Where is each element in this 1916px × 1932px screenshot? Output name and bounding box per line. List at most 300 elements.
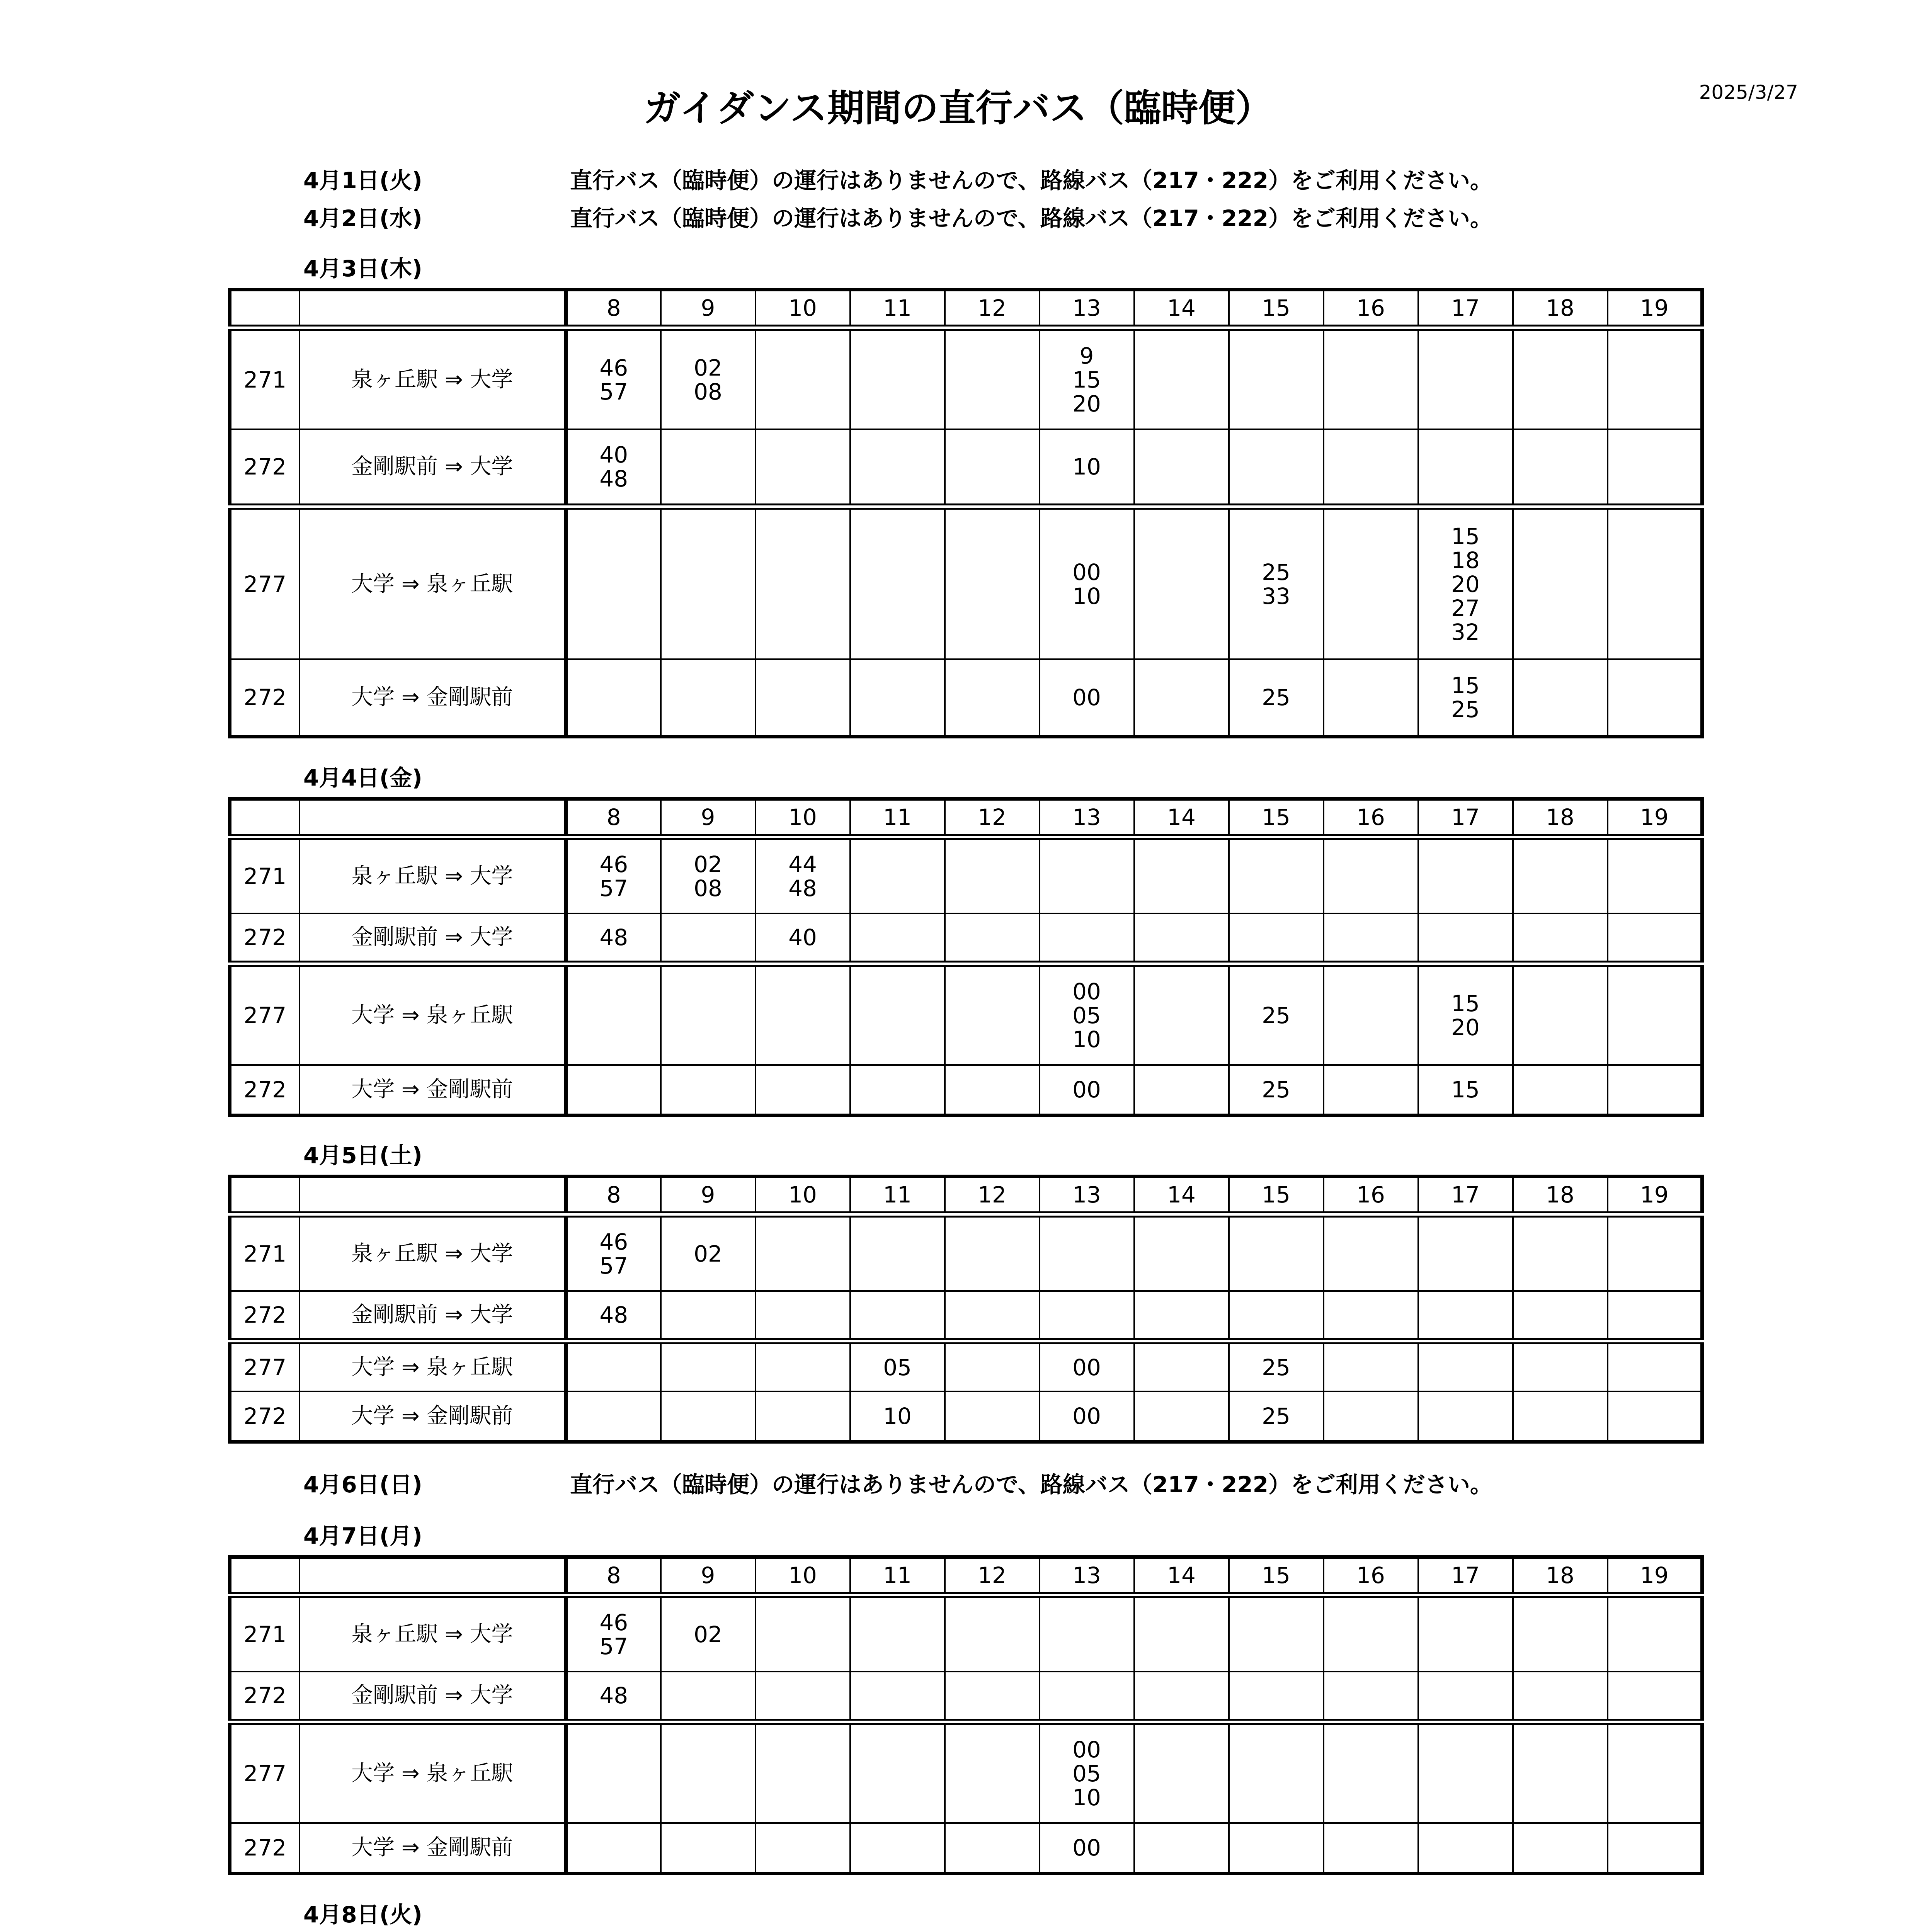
bus-number: 272	[230, 659, 299, 736]
hour-header: 8	[566, 799, 661, 837]
departure-times	[1040, 1391, 1134, 1442]
departure-times	[945, 1341, 1040, 1391]
departure-minutes: 02 08	[694, 354, 722, 405]
departure-times	[1040, 1722, 1134, 1823]
departure-times	[850, 659, 945, 736]
hour-header: 10	[756, 1177, 850, 1215]
departure-times	[1608, 1595, 1702, 1672]
departure-times	[1513, 913, 1608, 964]
hour-header: 18	[1513, 799, 1608, 837]
departure-minutes: 00	[1072, 1354, 1101, 1381]
departure-minutes: 25	[1262, 1002, 1290, 1029]
departure-times	[566, 659, 661, 736]
route-name: 大学 ⇒ 金剛駅前	[299, 1391, 566, 1442]
departure-times	[1229, 1672, 1324, 1722]
route-name: 大学 ⇒ 泉ヶ丘駅	[299, 1722, 566, 1823]
hour-header: 12	[945, 799, 1040, 837]
day-label: 4月3日(木)	[303, 255, 422, 282]
header-blank	[230, 1177, 299, 1215]
departure-times	[756, 1823, 850, 1873]
bus-number: 272	[230, 913, 299, 964]
departure-times	[756, 1291, 850, 1341]
hour-header: 8	[566, 1557, 661, 1595]
departure-times	[566, 1391, 661, 1442]
hour-header: 11	[850, 1557, 945, 1595]
departure-times	[661, 964, 756, 1065]
departure-times	[756, 1341, 850, 1391]
route-name: 大学 ⇒ 泉ヶ丘駅	[299, 507, 566, 659]
departure-times	[566, 1291, 661, 1341]
departure-times	[850, 1595, 945, 1672]
departure-times	[661, 1291, 756, 1341]
departure-times	[945, 1214, 1040, 1291]
hour-header: 16	[1324, 1177, 1418, 1215]
departure-times	[661, 1341, 756, 1391]
hour-header-row	[230, 1557, 1702, 1595]
departure-times	[850, 1214, 945, 1291]
departure-times	[1324, 913, 1418, 964]
departure-times	[1324, 507, 1418, 659]
table-row	[230, 1291, 1702, 1341]
hour-header: 17	[1418, 799, 1513, 837]
departure-minutes: 46 57	[599, 1229, 628, 1279]
note-date: 4月1日(火)	[303, 167, 422, 194]
hour-header: 9	[661, 1177, 756, 1215]
departure-times	[850, 429, 945, 507]
departure-times	[1324, 429, 1418, 507]
hour-header: 9	[661, 1557, 756, 1595]
departure-times	[1040, 659, 1134, 736]
departure-times	[945, 837, 1040, 913]
table-row	[230, 1391, 1702, 1442]
departure-times	[1513, 1341, 1608, 1391]
departure-minutes: 02	[694, 1241, 722, 1267]
departure-times	[566, 1341, 661, 1391]
table-row	[230, 507, 1702, 659]
departure-times	[756, 507, 850, 659]
departure-times	[1134, 1291, 1229, 1341]
departure-times	[566, 964, 661, 1065]
departure-times	[1134, 1214, 1229, 1291]
note-date: 4月2日(水)	[303, 205, 422, 231]
departure-times	[1134, 1672, 1229, 1722]
departure-times	[1513, 1065, 1608, 1115]
departure-times	[1324, 837, 1418, 913]
departure-times	[756, 1722, 850, 1823]
departure-times	[1608, 1341, 1702, 1391]
departure-times	[756, 1065, 850, 1115]
departure-times	[1418, 429, 1513, 507]
departure-times	[945, 1722, 1040, 1823]
hour-header: 19	[1608, 1557, 1702, 1595]
hour-header: 17	[1418, 1557, 1513, 1595]
header-blank	[299, 290, 566, 328]
departure-times	[756, 964, 850, 1065]
departure-times	[945, 913, 1040, 964]
bus-number: 277	[230, 1722, 299, 1823]
route-name: 金剛駅前 ⇒ 大学	[299, 429, 566, 507]
departure-times	[1324, 1065, 1418, 1115]
departure-times	[661, 1823, 756, 1873]
day-label: 4月5日(土)	[303, 1142, 422, 1168]
departure-times	[1418, 1291, 1513, 1341]
departure-times	[850, 507, 945, 659]
departure-minutes: 02 08	[694, 851, 722, 901]
departure-times	[661, 1595, 756, 1672]
departure-times	[945, 964, 1040, 1065]
hour-header: 14	[1134, 1177, 1229, 1215]
bus-number: 272	[230, 1823, 299, 1873]
departure-times	[1134, 659, 1229, 736]
header-blank	[299, 1177, 566, 1215]
departure-times	[1324, 1391, 1418, 1442]
hour-header: 14	[1134, 290, 1229, 328]
departure-times	[1324, 1291, 1418, 1341]
departure-times	[1229, 429, 1324, 507]
departure-minutes: 00	[1072, 1834, 1101, 1861]
route-name: 大学 ⇒ 泉ヶ丘駅	[299, 964, 566, 1065]
departure-times	[945, 429, 1040, 507]
hour-header: 19	[1608, 799, 1702, 837]
departure-times	[1229, 964, 1324, 1065]
departure-minutes: 10	[883, 1403, 912, 1429]
departure-minutes: 00	[1072, 684, 1101, 711]
departure-times	[1229, 328, 1324, 429]
bus-number: 272	[230, 1065, 299, 1115]
departure-times	[1324, 1595, 1418, 1672]
table-row	[230, 1214, 1702, 1291]
hour-header: 19	[1608, 290, 1702, 328]
route-name: 金剛駅前 ⇒ 大学	[299, 1672, 566, 1722]
departure-times	[1418, 1341, 1513, 1391]
departure-minutes: 46 57	[599, 354, 628, 405]
table-row	[230, 964, 1702, 1065]
hour-header-row	[230, 1177, 1702, 1215]
departure-times	[1229, 1595, 1324, 1672]
departure-minutes: 9 15 20	[1072, 342, 1101, 417]
hour-header: 10	[756, 799, 850, 837]
day-label: 4月7日(月)	[303, 1523, 422, 1549]
departure-times	[1324, 328, 1418, 429]
note-message: 直行バス（臨時便）の運行はありませんので、路線バス（217・222）をご利用ください。	[570, 205, 1492, 231]
departure-times	[1608, 913, 1702, 964]
departure-times	[1040, 328, 1134, 429]
table-row	[230, 1722, 1702, 1823]
departure-minutes: 25	[1262, 1403, 1290, 1429]
departure-times	[1513, 1214, 1608, 1291]
table-row	[230, 1065, 1702, 1115]
departure-times	[1229, 507, 1324, 659]
departure-times	[850, 913, 945, 964]
departure-times	[1229, 1341, 1324, 1391]
header-blank	[299, 1557, 566, 1595]
departure-times	[1608, 328, 1702, 429]
departure-times	[1513, 659, 1608, 736]
departure-times	[945, 328, 1040, 429]
departure-times	[1608, 1065, 1702, 1115]
hour-header: 11	[850, 290, 945, 328]
departure-minutes: 25	[1262, 684, 1290, 711]
departure-times	[850, 837, 945, 913]
table-row	[230, 328, 1702, 429]
departure-times	[1324, 1341, 1418, 1391]
departure-times	[756, 1214, 850, 1291]
hour-header: 18	[1513, 290, 1608, 328]
hour-header: 19	[1608, 1177, 1702, 1215]
hour-header-row	[230, 290, 1702, 328]
route-name: 泉ヶ丘駅 ⇒ 大学	[299, 1595, 566, 1672]
departure-times	[756, 1595, 850, 1672]
hour-header: 16	[1324, 799, 1418, 837]
departure-times	[1418, 1065, 1513, 1115]
note-date: 4月6日(日)	[303, 1471, 422, 1498]
bus-number: 271	[230, 837, 299, 913]
header-blank	[230, 799, 299, 837]
route-name: 泉ヶ丘駅 ⇒ 大学	[299, 1214, 566, 1291]
table-row	[230, 1341, 1702, 1391]
header-blank	[230, 1557, 299, 1595]
bus-number: 272	[230, 1291, 299, 1341]
departure-times	[1134, 1722, 1229, 1823]
departure-times	[1418, 1391, 1513, 1442]
departure-times	[566, 1672, 661, 1722]
departure-minutes: 44 48	[788, 851, 817, 901]
route-name: 泉ヶ丘駅 ⇒ 大学	[299, 328, 566, 429]
route-name: 金剛駅前 ⇒ 大学	[299, 1291, 566, 1341]
departure-times	[1608, 1722, 1702, 1823]
departure-times	[566, 837, 661, 913]
departure-times	[945, 1595, 1040, 1672]
departure-times	[566, 1595, 661, 1672]
departure-times	[945, 1065, 1040, 1115]
departure-times	[1134, 964, 1229, 1065]
departure-times	[661, 1391, 756, 1442]
departure-times	[1608, 1672, 1702, 1722]
departure-times	[1134, 913, 1229, 964]
departure-minutes: 15	[1451, 1076, 1480, 1103]
no-service-note	[303, 200, 1492, 233]
departure-minutes: 10	[1072, 454, 1101, 480]
departure-times	[1134, 1065, 1229, 1115]
departure-minutes: 48	[599, 924, 628, 951]
departure-times	[1608, 429, 1702, 507]
departure-times	[850, 1065, 945, 1115]
hour-header: 9	[661, 290, 756, 328]
departure-times	[756, 837, 850, 913]
hour-header: 18	[1513, 1557, 1608, 1595]
departure-times	[661, 659, 756, 736]
departure-times	[945, 1391, 1040, 1442]
departure-times	[1418, 1214, 1513, 1291]
bus-number: 272	[230, 1391, 299, 1442]
departure-times	[1608, 1391, 1702, 1442]
departure-times	[1324, 1722, 1418, 1823]
departure-minutes: 15 18 20 27 32	[1451, 523, 1480, 645]
departure-times	[566, 429, 661, 507]
departure-times	[661, 913, 756, 964]
departure-times	[1418, 328, 1513, 429]
timetable	[228, 1555, 1704, 1875]
departure-times	[1418, 507, 1513, 659]
note-message: 直行バス（臨時便）の運行はありませんので、路線バス（217・222）をご利用ください。	[570, 167, 1492, 194]
departure-times	[1418, 1722, 1513, 1823]
page-title: ガイダンス期間の直行バス（臨時便）	[643, 87, 1273, 130]
hour-header: 11	[850, 799, 945, 837]
departure-times	[850, 1722, 945, 1823]
departure-times	[850, 964, 945, 1065]
hour-header: 13	[1040, 1177, 1134, 1215]
departure-minutes: 00 10	[1072, 559, 1101, 609]
departure-times	[1134, 1341, 1229, 1391]
departure-times	[1418, 1672, 1513, 1722]
departure-times	[566, 1823, 661, 1873]
no-service-note	[303, 1466, 1492, 1499]
departure-times	[1608, 837, 1702, 913]
departure-minutes: 02	[694, 1621, 722, 1648]
departure-times	[1134, 1595, 1229, 1672]
departure-times	[850, 1823, 945, 1873]
departure-times	[1324, 1214, 1418, 1291]
departure-times	[850, 1291, 945, 1341]
hour-header: 16	[1324, 290, 1418, 328]
departure-times	[1040, 913, 1134, 964]
departure-times	[1229, 1823, 1324, 1873]
hour-header: 14	[1134, 799, 1229, 837]
note-message: 直行バス（臨時便）の運行はありませんので、路線バス（217・222）をご利用ください。	[570, 1471, 1492, 1498]
bus-number: 271	[230, 1595, 299, 1672]
timetable	[228, 797, 1704, 1117]
departure-times	[1134, 1823, 1229, 1873]
departure-minutes: 00 05 10	[1072, 978, 1101, 1053]
departure-times	[1418, 1595, 1513, 1672]
departure-times	[945, 1672, 1040, 1722]
departure-times	[945, 1291, 1040, 1341]
departure-times	[1513, 964, 1608, 1065]
departure-times	[1229, 659, 1324, 736]
departure-times	[1324, 964, 1418, 1065]
departure-times	[1229, 837, 1324, 913]
departure-minutes: 00 05 10	[1072, 1736, 1101, 1811]
header-blank	[230, 290, 299, 328]
departure-times	[1513, 1672, 1608, 1722]
departure-times	[1513, 1722, 1608, 1823]
departure-times	[1513, 507, 1608, 659]
route-name: 大学 ⇒ 金剛駅前	[299, 1823, 566, 1873]
day-label: 4月8日(火)	[303, 1901, 422, 1928]
departure-times	[756, 1391, 850, 1442]
departure-times	[850, 1391, 945, 1442]
hour-header: 13	[1040, 799, 1134, 837]
header-blank	[299, 799, 566, 837]
departure-times	[1134, 507, 1229, 659]
hour-header: 18	[1513, 1177, 1608, 1215]
departure-minutes: 46 57	[599, 851, 628, 901]
departure-times	[1040, 1672, 1134, 1722]
departure-times	[945, 1823, 1040, 1873]
departure-times	[1040, 429, 1134, 507]
hour-header: 12	[945, 1557, 1040, 1595]
departure-minutes: 25 33	[1262, 559, 1290, 609]
departure-minutes: 40 48	[599, 442, 628, 492]
departure-times	[1324, 1672, 1418, 1722]
departure-times	[1229, 1391, 1324, 1442]
departure-times	[566, 913, 661, 964]
departure-times	[1134, 328, 1229, 429]
departure-times	[1040, 964, 1134, 1065]
departure-times	[1134, 837, 1229, 913]
departure-minutes: 40	[788, 924, 817, 951]
departure-times	[566, 1065, 661, 1115]
hour-header: 10	[756, 290, 850, 328]
hour-header-row	[230, 799, 1702, 837]
departure-times	[1229, 1291, 1324, 1341]
departure-times	[1040, 1291, 1134, 1341]
departure-times	[1134, 429, 1229, 507]
departure-times	[661, 1214, 756, 1291]
departure-times	[945, 507, 1040, 659]
departure-times	[1324, 659, 1418, 736]
departure-times	[661, 328, 756, 429]
departure-times	[1608, 964, 1702, 1065]
departure-times	[1513, 429, 1608, 507]
departure-times	[1324, 1823, 1418, 1873]
bus-number: 272	[230, 1672, 299, 1722]
departure-minutes: 00	[1072, 1403, 1101, 1429]
departure-minutes: 05	[883, 1354, 912, 1381]
hour-header: 17	[1418, 290, 1513, 328]
departure-times	[756, 913, 850, 964]
departure-times	[661, 507, 756, 659]
departure-times	[1040, 1823, 1134, 1873]
departure-minutes: 15 25	[1451, 672, 1480, 723]
hour-header: 16	[1324, 1557, 1418, 1595]
departure-times	[661, 429, 756, 507]
hour-header: 13	[1040, 1557, 1134, 1595]
departure-times	[661, 1065, 756, 1115]
hour-header: 15	[1229, 1177, 1324, 1215]
hour-header: 13	[1040, 290, 1134, 328]
hour-header: 15	[1229, 290, 1324, 328]
departure-minutes: 25	[1262, 1354, 1290, 1381]
bus-number: 277	[230, 1341, 299, 1391]
departure-times	[1608, 1214, 1702, 1291]
departure-times	[566, 1214, 661, 1291]
departure-times	[1418, 837, 1513, 913]
departure-times	[1608, 1291, 1702, 1341]
departure-times	[1513, 837, 1608, 913]
departure-times	[1513, 1595, 1608, 1672]
route-name: 大学 ⇒ 金剛駅前	[299, 659, 566, 736]
departure-times	[1040, 837, 1134, 913]
hour-header: 9	[661, 799, 756, 837]
table-row	[230, 659, 1702, 736]
table-row	[230, 913, 1702, 964]
timetable	[228, 1175, 1704, 1444]
bus-number: 277	[230, 507, 299, 659]
departure-times	[1040, 507, 1134, 659]
route-name: 泉ヶ丘駅 ⇒ 大学	[299, 837, 566, 913]
departure-times	[850, 1672, 945, 1722]
day-label: 4月4日(金)	[303, 765, 422, 791]
hour-header: 15	[1229, 799, 1324, 837]
departure-times	[850, 328, 945, 429]
departure-times	[1418, 964, 1513, 1065]
table-row	[230, 1595, 1702, 1672]
hour-header: 8	[566, 1177, 661, 1215]
bus-number: 277	[230, 964, 299, 1065]
timetable	[228, 288, 1704, 738]
bus-number: 271	[230, 1214, 299, 1291]
